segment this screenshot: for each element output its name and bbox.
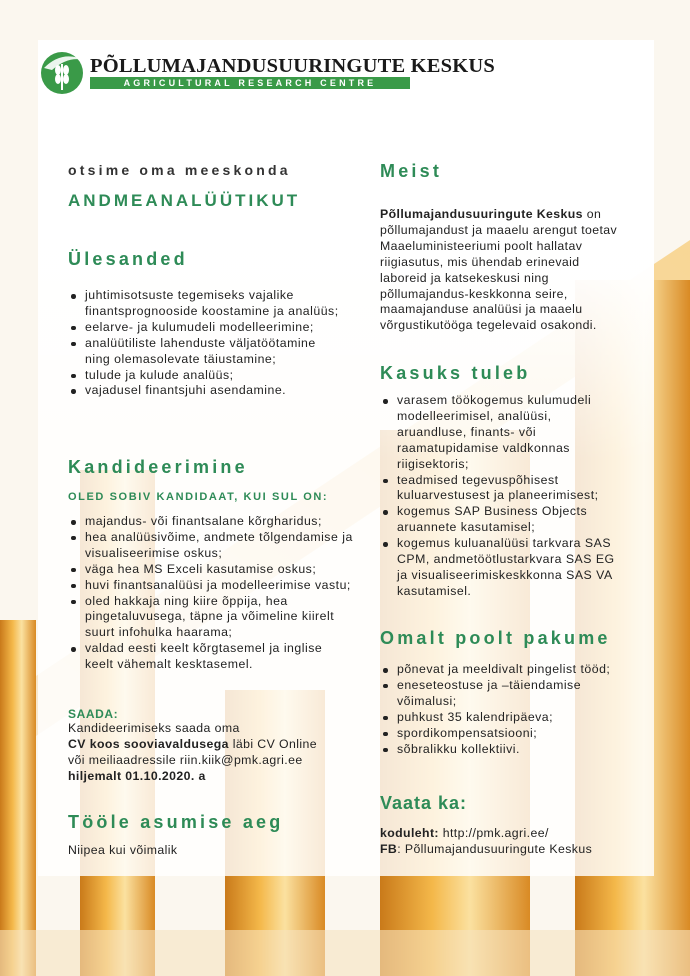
list-item: hea analüüsivõime, andmete tõlgendamise ja visualiseerimise oskus; (85, 529, 353, 560)
start-section (68, 812, 358, 833)
tasks-list-block (68, 288, 344, 399)
about-org: Põllumajandusuuringute Keskus (380, 207, 583, 221)
start-heading: Tööle asumise aeg (68, 812, 284, 832)
list-item: teadmised tegevuspõhisest kuluarvestusest ja planeerimisest; (397, 473, 622, 505)
list-item: eelarve- ja kulumudeli modelleerimine; (85, 320, 344, 336)
offer-list (380, 662, 612, 757)
send-line2-rest: läbi CV Online (228, 736, 317, 751)
list-item: sõbralikku kollektiivi. (397, 742, 612, 758)
candidacy-list (68, 514, 354, 673)
start-text: Niipea kui võimalik (68, 843, 178, 857)
list-item: eneseteostuse ja –täiendamise võimalusi; (397, 678, 612, 710)
send-label: SAADA: (68, 707, 119, 721)
see-also-links (380, 826, 640, 858)
facebook-line (380, 842, 640, 858)
facebook-link[interactable]: : Põllumajandusuuringute Keskus (397, 841, 593, 856)
list-item: kogemus kuluanalüüsi tarkvara SAS CPM, andmetöötlustarkvara SAS EG ja visualiseerimiskeskkonna SAS VA kasutamisel. (397, 536, 622, 600)
list-item: puhkust 35 kalendripäeva; (397, 710, 612, 726)
list-item: oled hakkaja ning kiire õppija, hea pingetaluvusega, täpne ja võimeline kiirelt suurt infohulka haarama; (85, 594, 354, 642)
advantage-list-block (380, 393, 622, 600)
list-item: juhtimisotsuste tegemiseks vajalike finantsprognooside koostamine ja analüüs; (85, 288, 344, 320)
application-info (68, 707, 358, 785)
list-item: huvi finantsanalüüsi ja modelleerimise vastu; (85, 578, 354, 594)
advantage-list (380, 393, 622, 600)
position-title-block (68, 191, 358, 211)
position-title: ANDMEANALÜÜTIKUT (68, 191, 301, 210)
advantage-section (380, 363, 625, 384)
tasks-list (68, 288, 344, 399)
website-link[interactable]: http://pmk.agri.ee/ (438, 826, 549, 840)
tasks-heading: Ülesanded (68, 249, 188, 269)
see-also-section (380, 793, 625, 814)
send-line3: või meiliaadressile riin.kiik@pmk.agri.ee (68, 752, 303, 767)
facebook-label: FB (380, 841, 398, 856)
list-item: kogemus SAP Business Objects aruannete kasutamisel; (397, 504, 622, 536)
about-section (380, 161, 625, 182)
candidacy-heading: Kandideerimine (68, 457, 248, 477)
organization-logo (38, 48, 496, 96)
candidacy-subheading-block (68, 491, 358, 503)
wheat-leaf-logo-icon (38, 48, 88, 96)
offer-heading: Omalt poolt pakume (380, 628, 611, 648)
candidacy-section (68, 457, 358, 478)
send-cv-emphasis: CV koos sooviavaldusega (68, 736, 229, 751)
website-label: koduleht: (380, 826, 439, 840)
offer-list-block (380, 662, 612, 757)
logo-name: PÕLLUMAJANDUSUURINGUTE KESKUS (90, 55, 496, 77)
see-also-heading: Vaata ka: (380, 793, 468, 813)
header-kicker-block (68, 162, 358, 178)
list-item: varasem töökogemus kulumudeli modelleerimisel, analüüsi, aruandluse, finants- või raamatupidamise valdkonnas riigisektoris; (397, 393, 622, 473)
list-item: tulude ja kulude analüüs; (85, 368, 344, 384)
advantage-heading: Kasuks tuleb (380, 363, 531, 383)
deadline: hiljemalt 01.10.2020. a (68, 768, 206, 783)
list-item: spordikompensatsiooni; (397, 726, 612, 742)
logo-subtitle: AGRICULTURAL RESEARCH CENTRE (90, 77, 410, 89)
send-line1: Kandideerimiseks saada oma (68, 721, 240, 735)
header-kicker: otsime oma meeskonda (68, 162, 291, 178)
list-item: põnevat ja meeldivalt pingelist tööd; (397, 662, 611, 676)
list-item: majandus- või finantsalane kõrgharidus; (85, 514, 354, 530)
start-text-block (68, 843, 358, 859)
list-item: analüütiliste lahenduste väljatöötamine ning olemasolevate täiustamine; (85, 336, 344, 368)
candidacy-list-block (68, 514, 354, 673)
send-line2 (68, 737, 358, 753)
about-heading: Meist (380, 161, 443, 181)
about-text: Põllumajandusuuringute Keskus on põllumajandust ja maaelu arengut toetav Maaeluministeeriumi poolt hallatav riigiasutus, mis ühendab erinevaid laboreid ja katsekeskusi ning põllumajandus-keskkonna seire, maamajanduse analüüsi ja maaelu võrgustikutööga tegelevaid osakondi. (380, 207, 618, 333)
website-line (380, 826, 640, 842)
about-text-block (380, 207, 623, 334)
list-item: vajadusel finantsjuhi asendamine. (85, 383, 344, 399)
list-item: väga hea MS Exceli kasutamise oskus; (85, 562, 354, 578)
list-item: valdad eesti keelt kõrgtasemel ja inglise keelt vähemalt kesktasemel. (85, 641, 354, 673)
tasks-section (68, 249, 358, 270)
offer-section (380, 628, 625, 649)
candidacy-subheading: OLED SOBIV KANDIDAAT, KUI SUL ON: (68, 491, 329, 503)
